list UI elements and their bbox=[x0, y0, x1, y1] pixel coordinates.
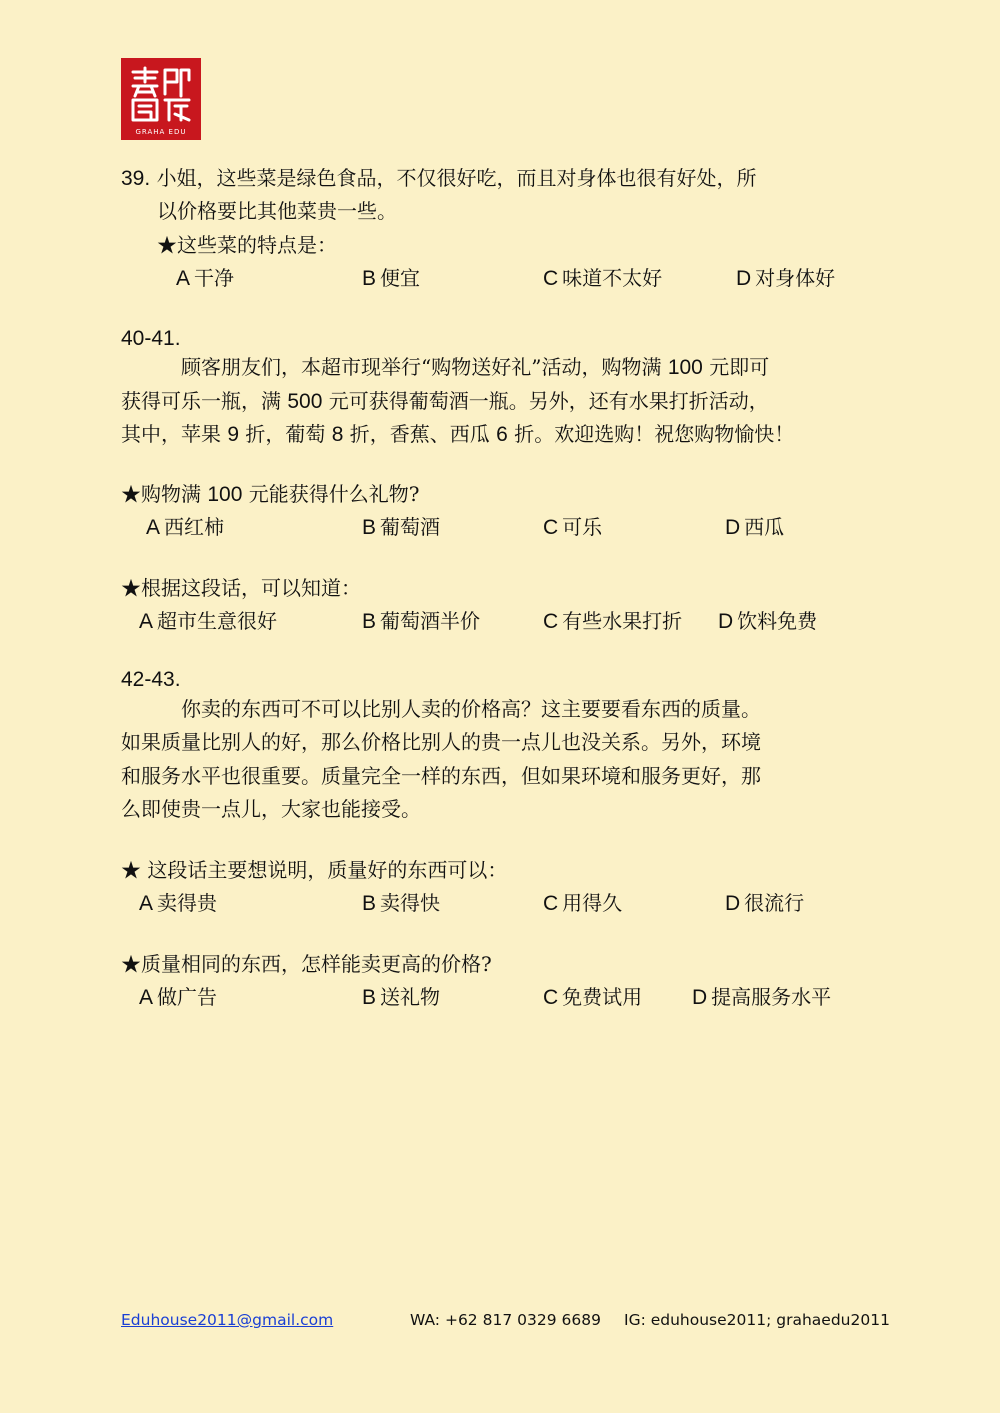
q40-paragraph-line-2: 获得可乐一瓶，满 500 元可获得葡萄酒一瓶。另外，还有水果打折活动， bbox=[121, 389, 769, 413]
q41-option-d: D 饮料免费 bbox=[718, 609, 818, 633]
q42-paragraph-line-4: 么即使贵一点儿，大家也能接受。 bbox=[121, 797, 421, 821]
q42-number: 42-43. bbox=[121, 668, 181, 691]
q42-option-d: D 很流行 bbox=[725, 891, 805, 915]
q43-option-d: D 提高服务水平 bbox=[692, 985, 832, 1009]
q40-paragraph-line-1: 顾客朋友们，本超市现举行“购物送好礼”活动，购物满 100 元即可 bbox=[181, 355, 770, 379]
q40-number: 40-41. bbox=[121, 327, 181, 350]
q39-option-a: A 干净 bbox=[176, 266, 235, 290]
q42-paragraph-line-2: 如果质量比别人的好，那么价格比别人的贵一点儿也没关系。另外，环境 bbox=[121, 730, 761, 754]
q39-option-c: C 味道不太好 bbox=[543, 266, 663, 290]
q40-option-a: A 西红柿 bbox=[146, 515, 225, 539]
logo bbox=[121, 58, 201, 140]
q40-option-d: D 西瓜 bbox=[725, 515, 785, 539]
logo-subtitle: GRAHA EDU bbox=[135, 128, 187, 136]
q43-option-a: A 做广告 bbox=[139, 985, 218, 1009]
q41-option-b: B 葡萄酒半价 bbox=[362, 609, 481, 633]
q41-question: ★根据这段话，可以知道： bbox=[121, 576, 361, 600]
q41-option-c: C 有些水果打折 bbox=[543, 609, 683, 633]
q42-option-a: A 卖得贵 bbox=[139, 891, 218, 915]
q40-option-b: B 葡萄酒 bbox=[362, 515, 441, 539]
q42-option-b: B 卖得快 bbox=[362, 891, 441, 915]
q42-paragraph-line-3: 和服务水平也很重要。质量完全一样的东西，但如果环境和服务更好，那 bbox=[121, 764, 761, 788]
q43-option-b: B 送礼物 bbox=[362, 985, 441, 1009]
q39-question: ★这些菜的特点是： bbox=[157, 233, 337, 257]
q39-text-2: 以价格要比其他菜贵一些。 bbox=[157, 199, 397, 223]
footer-whatsapp: WA: +62 817 0329 6689 bbox=[410, 1311, 601, 1329]
q43-question: ★质量相同的东西，怎样能卖更高的价格? bbox=[121, 952, 492, 976]
q40-question-a: ★购物满 100 元能获得什么礼物? bbox=[121, 482, 420, 506]
q42-paragraph-line-1: 你卖的东西可不可以比别人卖的价格高？这主要要看东西的质量。 bbox=[181, 697, 761, 721]
q43-option-c: C 免费试用 bbox=[543, 985, 643, 1009]
footer-instagram: IG: eduhouse2011; grahaedu2011 bbox=[624, 1311, 890, 1329]
q42-option-c: C 用得久 bbox=[543, 891, 623, 915]
q39-number: 39. bbox=[121, 167, 151, 190]
footer-email[interactable] bbox=[121, 1309, 333, 1331]
q42-question: ★ 这段话主要想说明，质量好的东西可以： bbox=[121, 858, 508, 882]
q39-text-1: 小姐，这些菜是绿色食品，不仅很好吃，而且对身体也很有好处，所 bbox=[156, 166, 757, 190]
q41-option-a: A 超市生意很好 bbox=[139, 609, 278, 633]
q39-option-b: B 便宜 bbox=[362, 266, 421, 290]
q39-line-1 bbox=[121, 166, 757, 191]
q40-paragraph-line-3: 其中，苹果 9 折，葡萄 8 折，香蕉、西瓜 6 折。欢迎选购！祝您购物愉快！ bbox=[121, 422, 795, 446]
email-link[interactable]: Eduhouse2011@gmail.com bbox=[121, 1311, 334, 1329]
logo-seal-icon bbox=[129, 66, 193, 124]
q40-option-c: C 可乐 bbox=[543, 515, 603, 539]
q39-option-d: D 对身体好 bbox=[736, 266, 836, 290]
